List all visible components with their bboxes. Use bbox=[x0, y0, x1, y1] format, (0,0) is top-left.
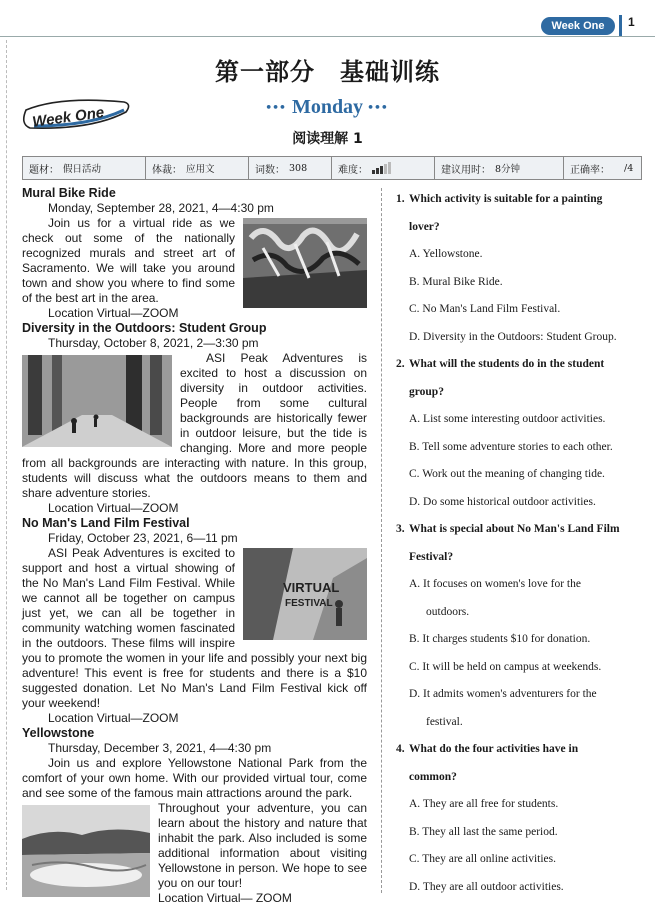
reading-passage bbox=[22, 186, 367, 906]
difficulty-meter-icon bbox=[372, 162, 391, 174]
forest-trail-image bbox=[22, 355, 172, 447]
header-divider bbox=[619, 15, 622, 37]
answer-option: D. They are all outdoor activities. bbox=[409, 880, 564, 893]
body-yellowstone-2: Throughout your adventure, you can learn about the history and nature that inhabit the park. Also included is some additional information about visiting Yellowstone in person. We hope to see you on our tour! bbox=[158, 801, 367, 890]
words-label: 词数： bbox=[255, 164, 285, 176]
section-title-diversity: Diversity in the Outdoors: Student Group bbox=[22, 321, 267, 335]
accuracy-value: /4 bbox=[624, 162, 634, 174]
answer-option: A. List some interesting outdoor activities. bbox=[409, 413, 606, 425]
question-list bbox=[396, 186, 642, 901]
question-stem-line: common? bbox=[409, 770, 457, 783]
week-tab: Week One bbox=[541, 17, 615, 35]
question-stem-line: What is special about No Man's Land Film bbox=[409, 523, 620, 535]
location-yellowstone: Location Virtual— ZOOM bbox=[158, 891, 292, 905]
question-number: 4. bbox=[396, 743, 405, 755]
day-dots-left: ••• bbox=[266, 100, 287, 116]
info-words bbox=[249, 157, 332, 179]
genre-label: 体裁： bbox=[152, 164, 182, 176]
column-divider bbox=[381, 188, 382, 893]
left-margin-line bbox=[6, 40, 7, 890]
difficulty-bar bbox=[376, 168, 379, 174]
time-value: 8分钟 bbox=[495, 164, 521, 175]
accuracy-label: 正确率： bbox=[570, 164, 610, 176]
header-rule bbox=[0, 36, 655, 37]
answer-option: C. No Man's Land Film Festival. bbox=[409, 303, 561, 315]
question-stem-line: group? bbox=[409, 385, 444, 398]
answer-option: C. It will be held on campus at weekends. bbox=[409, 660, 602, 673]
answer-option: C. They are all online activities. bbox=[409, 853, 557, 865]
topic-label: 题材： bbox=[29, 164, 59, 176]
answer-option: A. Yellowstone. bbox=[409, 248, 483, 260]
section-title-yellowstone: Yellowstone bbox=[22, 726, 95, 740]
film-festival-poster-image bbox=[243, 548, 367, 640]
part-title: 第一部分 基础训练 bbox=[215, 58, 440, 86]
answer-option: D. It admits women's adventurers for the bbox=[409, 688, 597, 700]
answer-option: B. Mural Bike Ride. bbox=[409, 275, 503, 288]
body-mural: Join us for a virtual ride as we check out some of the nationally recognized murals and street art of Sacramento. We will take you around town and show you where to find some of the best art in the area. bbox=[22, 216, 235, 305]
question-stem-line: Festival? bbox=[409, 550, 454, 563]
info-accuracy bbox=[564, 157, 641, 179]
topic-value: 假日活动 bbox=[63, 164, 102, 175]
question-number: 3. bbox=[396, 523, 405, 535]
location-mural: Location Virtual—ZOOM bbox=[48, 306, 179, 320]
section-subtitle: 阅读理解 1 bbox=[292, 131, 363, 147]
date-film: Friday, October 23, 2021, 6—11 pm bbox=[48, 531, 238, 545]
answer-option: outdoors. bbox=[426, 605, 470, 618]
section-title-film: No Man's Land Film Festival bbox=[22, 516, 190, 530]
words-value: 308 bbox=[289, 162, 308, 174]
poster-text-virtual: VIRTUAL bbox=[283, 580, 340, 595]
question-stem bbox=[396, 736, 642, 791]
answer-option: A. They are all free for students. bbox=[409, 798, 559, 810]
answer-option: A. It focuses on women's love for the bbox=[409, 578, 581, 590]
difficulty-bar bbox=[372, 170, 375, 174]
question-stem-line: What do the four activities have in bbox=[409, 743, 579, 755]
difficulty-label: 难度： bbox=[338, 164, 368, 176]
day-title bbox=[0, 96, 655, 119]
info-topic bbox=[23, 157, 146, 179]
day-dots-right: ••• bbox=[368, 100, 389, 116]
question-stem-line: Which activity is suitable for a painting bbox=[409, 193, 603, 205]
body-film: ASI Peak Adventures is excited to support and host a virtual showing of the No Man's Land Film Festival. While we cannot all be together on campus just yet, we can all be together in community watching women fascinated in the outdoors. These films will inspire you to promote the women in your life and possibly your next big adventure! This event is free for students and there is a $10 suggested donation. Let No Man's Land Film Festival kick off your weekend! bbox=[22, 546, 367, 710]
date-yellowstone: Thursday, December 3, 2021, 4—4:30 pm bbox=[48, 741, 272, 755]
section-title-mural: Mural Bike Ride bbox=[22, 186, 116, 200]
info-difficulty bbox=[332, 157, 435, 179]
yellowstone-landscape-image bbox=[22, 805, 150, 897]
question-stem bbox=[396, 186, 642, 241]
answer-option: B. Tell some adventure stories to each other. bbox=[409, 440, 613, 453]
difficulty-bar bbox=[380, 166, 383, 174]
day-name: Monday bbox=[291, 96, 364, 118]
answer-option: C. Work out the meaning of changing tide. bbox=[409, 468, 605, 480]
question-stem bbox=[396, 516, 642, 571]
answer-option: D. Diversity in the Outdoors: Student Group. bbox=[409, 330, 617, 343]
question-number: 1. bbox=[396, 193, 405, 205]
week-badge-text: Week One bbox=[31, 104, 106, 131]
info-genre bbox=[146, 157, 249, 179]
question-stem bbox=[396, 351, 642, 406]
date-mural: Monday, September 28, 2021, 4—4:30 pm bbox=[48, 201, 274, 215]
location-diversity: Location Virtual—ZOOM bbox=[48, 501, 179, 515]
question-stem-line: lover? bbox=[409, 220, 440, 233]
time-label: 建议用时： bbox=[441, 164, 491, 176]
answer-option: B. It charges students $10 for donation. bbox=[409, 633, 591, 645]
page-number: 1 bbox=[628, 15, 635, 29]
location-film: Location Virtual—ZOOM bbox=[48, 711, 179, 725]
date-diversity: Thursday, October 8, 2021, 2—3:30 pm bbox=[48, 336, 259, 350]
poster-text-festival: FESTIVAL bbox=[285, 598, 333, 609]
difficulty-bar bbox=[388, 162, 391, 174]
genre-value: 应用文 bbox=[186, 164, 215, 175]
body-yellowstone-1: Join us and explore Yellowstone National Park from the comfort of your own home. With our provided virtual tour, come and see some of the famous main attractions around the park. bbox=[22, 756, 367, 800]
question-number: 2. bbox=[396, 358, 405, 370]
mural-graffiti-image bbox=[243, 218, 367, 308]
answer-option: D. Do some historical outdoor activities. bbox=[409, 495, 596, 508]
info-time bbox=[435, 157, 564, 179]
answer-option: festival. bbox=[426, 715, 463, 728]
info-bar bbox=[22, 156, 642, 180]
answer-option: B. They all last the same period. bbox=[409, 825, 558, 838]
body-diversity: ASI Peak Adventures is excited to host a discussion on diversity in outdoor activities. People from some cultural backgrounds are historically fewer in outdoor leisure, but the tide is changing. More and more people from all backgrounds are interacting with nature. In this group, students will discuss what the outdoors means to them and share adventure stories. bbox=[22, 351, 367, 500]
difficulty-bar bbox=[384, 164, 387, 174]
question-stem-line: What will the students do in the student bbox=[409, 358, 605, 370]
